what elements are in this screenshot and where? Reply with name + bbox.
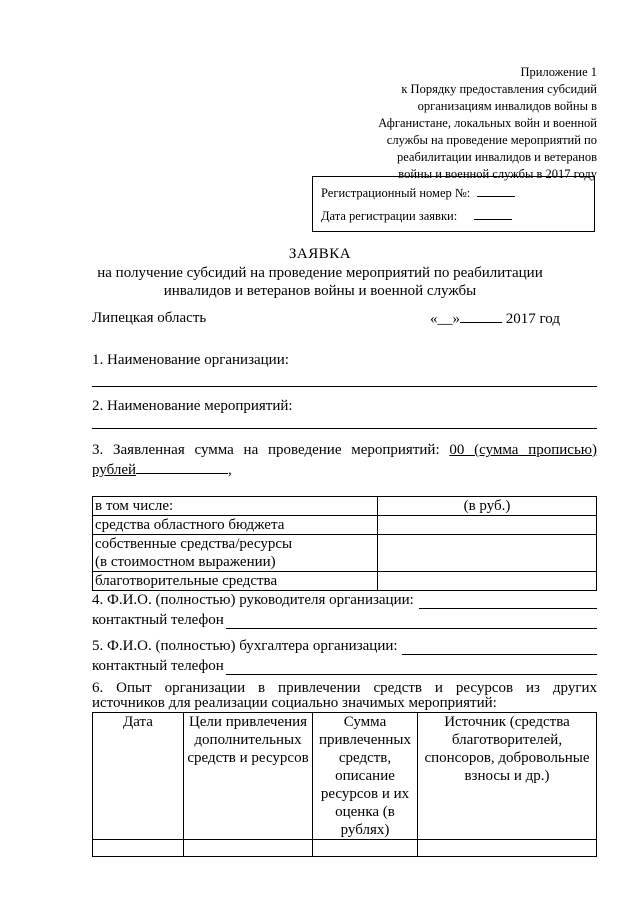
section-3-line-2: [92, 461, 232, 479]
registration-number-label: Регистрационный номер №:: [321, 186, 471, 200]
funding-table: [92, 496, 597, 591]
registration-date-label: Дата регистрации заявки:: [321, 209, 458, 223]
funding-unit: (в руб.): [378, 497, 597, 516]
funding-value-cell[interactable]: [378, 572, 597, 591]
form-subtitle: [0, 264, 640, 300]
registration-number-row: [321, 184, 594, 207]
director-name-line[interactable]: [419, 608, 597, 609]
date-day[interactable]: «__»: [430, 311, 460, 327]
section-1-label: 1. Наименование организации:: [92, 352, 289, 368]
funding-label: в том числе:: [93, 497, 378, 516]
director-phone-line[interactable]: [226, 628, 597, 629]
accountant-phone-line[interactable]: [226, 674, 597, 675]
table-cell[interactable]: [184, 840, 313, 857]
event-name-line[interactable]: [92, 428, 597, 429]
appendix-line: реабилитации инвалидов и ветеранов: [396, 150, 597, 164]
section-6-line-1: 6. Опыт организации в привлечении средств и ресурсов из других: [92, 680, 597, 696]
funding-value-cell[interactable]: [378, 516, 597, 535]
section-3-line-1: [92, 440, 597, 460]
form-title: ЗАЯВКА: [288, 246, 352, 262]
table-row: [93, 516, 597, 535]
accountant-name-line[interactable]: [402, 654, 597, 655]
table-row: [93, 535, 597, 572]
appendix-line: войны и военной службы в 2017 году: [398, 167, 597, 181]
section-5-phone-label: контактный телефон: [92, 658, 224, 674]
table-row: [93, 572, 597, 591]
section-6-line-2: источников для реализации социально значимых мероприятий:: [92, 695, 497, 711]
section-3-currency: рублей: [92, 462, 137, 478]
funding-label-line: собственные средства/ресурсы: [95, 536, 293, 552]
column-header-goals: Цели привлечения дополнительных средств и ресурсов: [184, 713, 313, 840]
appendix-line: Приложение 1: [520, 65, 597, 79]
table-header-row: [93, 713, 597, 840]
column-header-date: Дата: [93, 713, 184, 840]
section-3-label: 3. Заявленная сумма на проведение мероприятий:: [92, 442, 440, 458]
funding-value-cell[interactable]: [378, 535, 597, 572]
appendix-line: к Порядку предоставления субсидий: [401, 82, 597, 96]
registration-box: [312, 176, 595, 232]
appendix-line: службы на проведение мероприятий по: [386, 133, 597, 147]
section-4-label: 4. Ф.И.О. (полностью) руководителя организации:: [92, 592, 414, 608]
funding-label: благотворительные средства: [93, 572, 378, 591]
form-subtitle-line: инвалидов и ветеранов войны и военной службы: [163, 283, 477, 299]
date-month-field[interactable]: [460, 310, 502, 323]
registration-date-row: [321, 207, 594, 230]
section-2-label: 2. Наименование мероприятий:: [92, 398, 293, 414]
application-date: [430, 310, 560, 328]
region-label: Липецкая область: [92, 310, 207, 326]
appendix-note: [297, 64, 597, 183]
section-3-amount[interactable]: 00 (сумма прописью): [449, 442, 597, 458]
appendix-line: Афганистане, локальных войн и военной: [378, 116, 597, 130]
table-cell[interactable]: [93, 840, 184, 857]
registration-date-field[interactable]: [474, 207, 512, 220]
registration-number-field[interactable]: [477, 184, 515, 197]
funding-label: [93, 535, 378, 572]
table-row: [93, 840, 597, 857]
appendix-line: организациям инвалидов войны в: [417, 99, 597, 113]
table-cell[interactable]: [313, 840, 418, 857]
organization-name-line[interactable]: [92, 386, 597, 387]
form-subtitle-line: на получение субсидий на проведение мероприятий по реабилитации: [97, 265, 543, 281]
section-5-label: 5. Ф.И.О. (полностью) бухгалтера организации:: [92, 638, 398, 654]
funding-label: средства областного бюджета: [93, 516, 378, 535]
section-3-comma: ,: [228, 462, 232, 478]
table-cell[interactable]: [418, 840, 597, 857]
column-header-source: Источник (средства благотворителей, спонсоров, добровольные взносы и др.): [418, 713, 597, 840]
section-4-phone-label: контактный телефон: [92, 612, 224, 628]
funding-label-line: (в стоимостном выражении): [95, 554, 276, 570]
column-header-amount: Сумма привлеченных средств, описание ресурсов и их оценка (в рублях): [313, 713, 418, 840]
date-year: 2017 год: [505, 311, 560, 327]
experience-table: [92, 712, 597, 857]
section-3-amount-field[interactable]: [136, 461, 228, 474]
table-row: [93, 497, 597, 516]
